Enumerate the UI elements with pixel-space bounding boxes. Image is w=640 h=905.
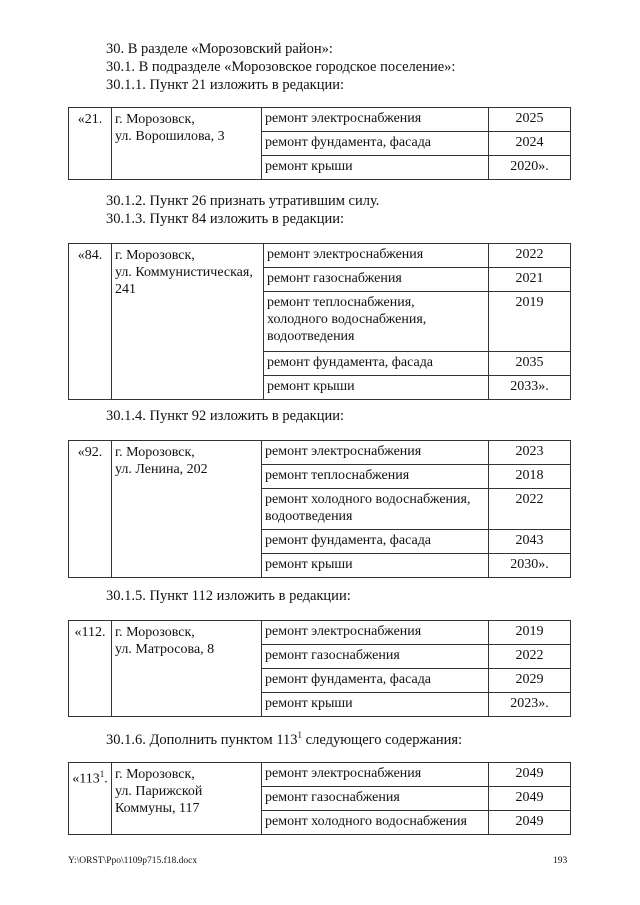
work-type: ремонт электроснабжения [262,108,489,132]
address-cell [112,244,264,400]
footer-file-path: Y:\ORST\Ppo\1109p715.f18.docx [68,856,198,866]
table-row [69,244,571,268]
superscript: 1 [99,769,105,779]
work-type: ремонт крыши [262,693,489,717]
work-type: ремонт крыши [264,376,489,400]
work-type: ремонт крыши [262,156,489,180]
paragraph-30-1-2: 30.1.2. Пункт 26 признать утратившим силу. [106,193,380,209]
paragraph-text: следующего содержания: [302,731,463,748]
item-number: «112. [69,621,112,717]
paragraph-30-1-5: 30.1.5. Пункт 112 изложить в редакции: [106,588,351,604]
address-cell [112,441,262,578]
paragraph-30-1-6 [106,726,462,749]
work-year: 2043 [489,530,571,554]
address-street: ул. Коммунистическая, [115,265,253,280]
work-year: 2022 [489,645,571,669]
work-year: 2019 [489,621,571,645]
address-city: г. Морозовск, [115,767,195,782]
work-year: 2021 [489,268,571,292]
work-type: ремонт электроснабжения [262,441,489,465]
work-year: 2019 [489,292,571,352]
work-type [264,292,489,352]
table-row [69,763,571,787]
work-type-line: ремонт теплоснабжения, [267,295,415,310]
address-city: г. Морозовск, [115,248,195,263]
work-type: ремонт газоснабжения [264,268,489,292]
address-street: ул. Матросова, 8 [115,642,215,657]
work-year: 2029 [489,669,571,693]
work-year: 2018 [489,465,571,489]
address-street: ул. Ленина, 202 [115,462,208,477]
work-type: ремонт электроснабжения [262,621,489,645]
table-item-21 [68,107,571,180]
address-house: Коммуны, 117 [115,801,200,816]
work-type: ремонт теплоснабжения [262,465,489,489]
paragraph-text: 30.1.6. Дополнить пунктом 113 [106,731,298,748]
item-number-text: «113 [72,771,100,787]
address-city: г. Морозовск, [115,112,195,127]
work-year: 2024 [489,132,571,156]
item-number-text: . [104,771,108,787]
table-item-92 [68,440,571,578]
work-type: ремонт газоснабжения [262,645,489,669]
work-year: 2033». [489,376,571,400]
work-type-line: водоотведения [265,509,353,524]
work-year: 2035 [489,352,571,376]
work-year: 2023». [489,693,571,717]
work-year: 2020». [489,156,571,180]
table-row [69,621,571,645]
table-item-112 [68,620,571,717]
work-year: 2023 [489,441,571,465]
address-cell [112,763,262,835]
address-street: ул. Ворошилова, 3 [115,129,225,144]
table-item-84 [68,243,571,400]
work-type: ремонт фундамента, фасада [264,352,489,376]
item-number: «21. [69,108,112,180]
table-row [69,441,571,465]
work-year: 2049 [489,811,571,835]
work-type: ремонт холодного водоснабжения [262,811,489,835]
address-cell [112,621,262,717]
work-type-line: холодного водоснабжения, [267,312,427,327]
work-year: 2049 [489,763,571,787]
work-year: 2030». [489,554,571,578]
table-row [69,108,571,132]
item-number: «84. [69,244,112,400]
work-year: 2025 [489,108,571,132]
address-city: г. Морозовск, [115,625,195,640]
work-type: ремонт фундамента, фасада [262,132,489,156]
work-year: 2049 [489,787,571,811]
table-item-113-1 [68,762,571,835]
paragraph-30-1-1: 30.1.1. Пункт 21 изложить в редакции: [106,77,345,93]
work-year: 2022 [489,489,571,530]
work-type: ремонт фундамента, фасада [262,530,489,554]
item-number [69,763,112,835]
address-cell [112,108,262,180]
address-city: г. Морозовск, [115,445,195,460]
item-number: «92. [69,441,112,578]
work-year: 2022 [489,244,571,268]
footer-page-number: 193 [553,856,568,866]
heading-section-30: 30. В разделе «Морозовский район»: [106,41,333,57]
work-type: ремонт электроснабжения [264,244,489,268]
work-type: ремонт электроснабжения [262,763,489,787]
address-house: 241 [115,282,136,297]
work-type-line: ремонт холодного водоснабжения, [265,492,471,507]
heading-subsection-30-1: 30.1. В подразделе «Морозовское городское поселение»: [106,59,456,75]
paragraph-30-1-3: 30.1.3. Пункт 84 изложить в редакции: [106,211,345,227]
paragraph-30-1-4: 30.1.4. Пункт 92 изложить в редакции: [106,408,345,424]
address-street: ул. Парижской [115,784,203,799]
work-type: ремонт фундамента, фасада [262,669,489,693]
work-type: ремонт крыши [262,554,489,578]
work-type [262,489,489,530]
work-type: ремонт газоснабжения [262,787,489,811]
work-type-line: водоотведения [267,329,355,344]
superscript: 1 [297,730,303,740]
